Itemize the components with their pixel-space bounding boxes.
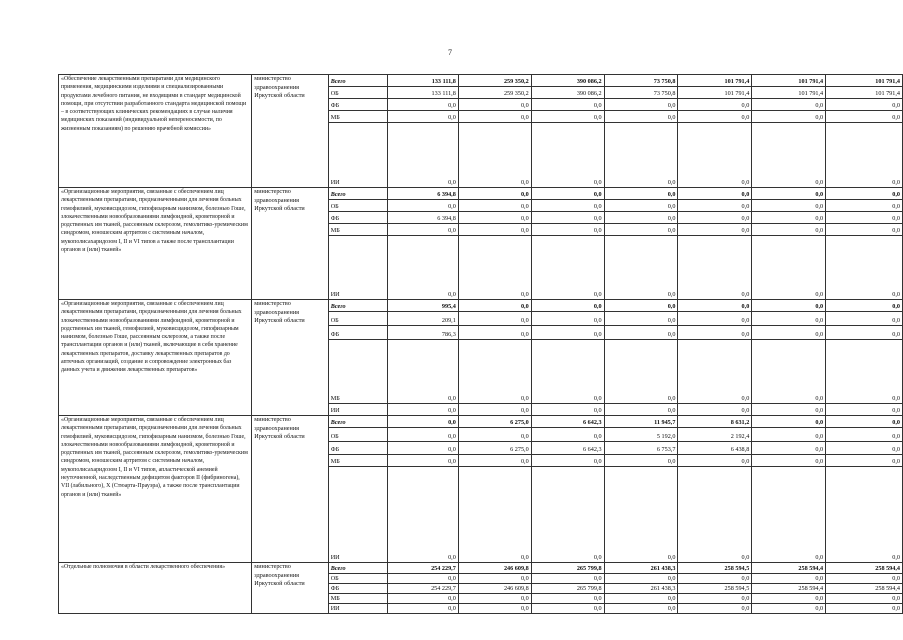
amount-cell: 0,0 (387, 455, 458, 467)
amount-cell: 101 791,4 (678, 87, 752, 99)
amount-cell: 0,0 (387, 467, 458, 563)
amount-cell: 995,4 (387, 300, 458, 312)
amount-cell: 0,0 (826, 224, 903, 236)
amount-cell: 258 594,4 (826, 584, 903, 594)
amount-cell: 0,0 (752, 428, 826, 442)
amount-cell: 0,0 (826, 594, 903, 604)
amount-cell: 0,0 (752, 236, 826, 300)
amount-cell: 6 438,8 (678, 442, 752, 455)
amount-cell: 0,0 (826, 99, 903, 111)
amount-cell: 261 438,3 (604, 563, 678, 574)
amount-cell: 0,0 (458, 224, 531, 236)
amount-cell: 265 799,8 (531, 563, 604, 574)
page-number: 7 (448, 48, 452, 57)
funding-source-label: Всего (328, 300, 387, 312)
amount-cell: 0,0 (387, 111, 458, 123)
activity-description: «Отдельные полномочия в области лекарственного обеспечения» (59, 563, 252, 614)
amount-cell: 0,0 (387, 123, 458, 188)
amount-cell: 390 086,2 (531, 75, 604, 87)
amount-cell: 0,0 (458, 236, 531, 300)
amount-cell: 0,0 (604, 300, 678, 312)
amount-cell: 0,0 (531, 467, 604, 563)
amount-cell: 101 791,4 (826, 75, 903, 87)
amount-cell: 5 192,0 (604, 428, 678, 442)
amount-cell: 0,0 (752, 200, 826, 212)
amount-cell: 0,0 (458, 188, 531, 200)
amount-cell: 209,1 (387, 312, 458, 326)
funding-source-label: ОБ (328, 87, 387, 99)
amount-cell: 0,0 (604, 404, 678, 416)
amount-cell: 0,0 (531, 594, 604, 604)
amount-cell: 101 791,4 (752, 87, 826, 99)
amount-cell: 0,0 (604, 188, 678, 200)
amount-cell: 0,0 (387, 604, 458, 614)
amount-cell: 0,0 (531, 455, 604, 467)
funding-source-label: ИИ (328, 604, 387, 614)
amount-cell: 0,0 (458, 99, 531, 111)
amount-cell: 0,0 (458, 574, 531, 584)
funding-source-label: МБ (328, 455, 387, 467)
amount-cell: 6 275,0 (458, 416, 531, 428)
amount-cell: 0,0 (826, 212, 903, 224)
amount-cell: 0,0 (752, 300, 826, 312)
amount-cell: 258 594,4 (826, 563, 903, 574)
funding-source-label: ФБ (328, 212, 387, 224)
amount-cell: 0,0 (752, 604, 826, 614)
amount-cell: 0,0 (531, 404, 604, 416)
amount-cell: 0,0 (458, 326, 531, 340)
amount-cell: 0,0 (531, 123, 604, 188)
amount-cell: 0,0 (678, 300, 752, 312)
amount-cell: 0,0 (531, 111, 604, 123)
amount-cell: 0,0 (604, 224, 678, 236)
amount-cell: 0,0 (752, 467, 826, 563)
funding-source-label: МБ (328, 340, 387, 404)
amount-cell: 0,0 (531, 224, 604, 236)
funding-source-label: ИИ (328, 467, 387, 563)
amount-cell: 133 111,8 (387, 75, 458, 87)
amount-cell: 0,0 (826, 442, 903, 455)
funding-source-label: МБ (328, 224, 387, 236)
amount-cell: 2 192,4 (678, 428, 752, 442)
amount-cell: 0,0 (678, 326, 752, 340)
amount-cell: 0,0 (458, 212, 531, 224)
funding-source-label: ФБ (328, 584, 387, 594)
amount-cell: 0,0 (531, 604, 604, 614)
funding-source-label: Всего (328, 75, 387, 87)
amount-cell: 0,0 (387, 442, 458, 455)
amount-cell: 0,0 (458, 604, 531, 614)
funding-source-label: Всего (328, 416, 387, 428)
amount-cell: 258 594,4 (752, 584, 826, 594)
amount-cell: 0,0 (752, 404, 826, 416)
amount-cell: 6 394,8 (387, 188, 458, 200)
amount-cell: 0,0 (531, 188, 604, 200)
table-row (59, 300, 903, 312)
amount-cell: 0,0 (752, 123, 826, 188)
funding-source-label: ОБ (328, 574, 387, 584)
amount-cell: 0,0 (604, 455, 678, 467)
amount-cell: 0,0 (387, 236, 458, 300)
amount-cell: 0,0 (604, 111, 678, 123)
activity-description: «Организационные мероприятия, связанные с обеспечением лиц лекарственными препаратами, предназначенными для лечения больных злокачественными новообразованиями лимфоидной, кроветворной и родственных им тканей, гемофилией, муковисцидозом, гипофизарным нанизмом, болезнью Гоше, рассеянным склерозом, а также после трансплантации органов и (или) тканей, включающие в себя хранение лекарственных препаратов, доставку лекарственных препаратов до аптечных организаций, создание и сопровождение электронных баз данных учета и движения лекарственных препаратов» (59, 300, 252, 416)
amount-cell: 0,0 (752, 442, 826, 455)
amount-cell: 0,0 (678, 212, 752, 224)
amount-cell: 0,0 (752, 416, 826, 428)
amount-cell: 0,0 (678, 236, 752, 300)
amount-cell: 0,0 (458, 200, 531, 212)
amount-cell: 6 642,3 (531, 442, 604, 455)
amount-cell: 0,0 (752, 326, 826, 340)
funding-source-label: ИИ (328, 123, 387, 188)
amount-cell: 0,0 (458, 312, 531, 326)
amount-cell: 0,0 (458, 340, 531, 404)
amount-cell: 0,0 (458, 455, 531, 467)
amount-cell: 0,0 (678, 200, 752, 212)
amount-cell: 0,0 (678, 574, 752, 584)
table-row (59, 563, 903, 574)
amount-cell: 0,0 (531, 340, 604, 404)
amount-cell: 390 086,2 (531, 87, 604, 99)
amount-cell: 259 350,2 (458, 87, 531, 99)
amount-cell: 0,0 (678, 594, 752, 604)
amount-cell: 0,0 (826, 236, 903, 300)
funding-source-label: ОБ (328, 200, 387, 212)
table-row (59, 188, 903, 200)
amount-cell: 0,0 (531, 236, 604, 300)
amount-cell: 0,0 (826, 326, 903, 340)
amount-cell: 0,0 (387, 224, 458, 236)
amount-cell: 0,0 (752, 594, 826, 604)
amount-cell: 0,0 (604, 123, 678, 188)
amount-cell: 0,0 (604, 574, 678, 584)
amount-cell: 246 609,8 (458, 584, 531, 594)
amount-cell: 0,0 (826, 404, 903, 416)
amount-cell: 0,0 (531, 300, 604, 312)
amount-cell: 0,0 (826, 604, 903, 614)
amount-cell: 0,0 (826, 416, 903, 428)
amount-cell: 0,0 (604, 212, 678, 224)
amount-cell: 0,0 (752, 99, 826, 111)
amount-cell: 254 229,7 (387, 584, 458, 594)
funding-table (58, 74, 903, 614)
amount-cell: 0,0 (604, 99, 678, 111)
amount-cell: 0,0 (678, 123, 752, 188)
amount-cell: 0,0 (604, 312, 678, 326)
funding-source-label: ИИ (328, 404, 387, 416)
funding-source-label: ФБ (328, 442, 387, 455)
amount-cell: 0,0 (678, 467, 752, 563)
amount-cell: 786,3 (387, 326, 458, 340)
amount-cell: 0,0 (678, 111, 752, 123)
amount-cell: 0,0 (826, 188, 903, 200)
amount-cell: 0,0 (826, 574, 903, 584)
activity-description: «Организационные мероприятия, связанные с обеспечением лиц лекарственными препаратами, предназначенными для лечения больных гемофилией, муковисцидозом, гипофизарным нанизмом, болезнью Гоше, злокачественными новообразованиями лимфоидной, кроветворной и родственных им тканей, рассеянным склерозом, гемолитико-уремическим синдромом, юношеским артритом с системным началом, мукополисахаридозом I, II и VI типов а также после трансплантации органов и (или) тканей» (59, 188, 252, 300)
activity-description: «Обеспечение лекарственными препаратами для медицинского применения, медицинскими изделиями и специализированными продуктами лечебного питания, не входящими в стандарт медицинской помощи, при отсутствии разработанного стандарта медицинской помощи – в соответствующих клинических рекомендациях в случае наличия медицинских показаний (индивидуальной непереносимости, по жизненным показаниям) по решению врачебной комиссии» (59, 75, 252, 188)
amount-cell: 101 791,4 (678, 75, 752, 87)
funding-source-label: ОБ (328, 428, 387, 442)
amount-cell: 0,0 (387, 340, 458, 404)
amount-cell: 0,0 (387, 99, 458, 111)
amount-cell: 258 594,5 (678, 584, 752, 594)
amount-cell: 0,0 (604, 594, 678, 604)
amount-cell: 0,0 (678, 455, 752, 467)
amount-cell: 0,0 (387, 416, 458, 428)
table-row (59, 416, 903, 428)
amount-cell: 0,0 (752, 574, 826, 584)
amount-cell: 0,0 (826, 200, 903, 212)
amount-cell: 0,0 (752, 188, 826, 200)
amount-cell: 6 275,0 (458, 442, 531, 455)
amount-cell: 0,0 (678, 404, 752, 416)
amount-cell: 254 229,7 (387, 563, 458, 574)
amount-cell: 265 799,8 (531, 584, 604, 594)
amount-cell: 0,0 (604, 326, 678, 340)
amount-cell: 0,0 (752, 312, 826, 326)
responsible-executor: министерство здравоохранения Иркутской области (252, 563, 328, 614)
amount-cell: 0,0 (826, 123, 903, 188)
amount-cell: 0,0 (678, 188, 752, 200)
amount-cell: 73 750,8 (604, 75, 678, 87)
amount-cell: 0,0 (531, 326, 604, 340)
amount-cell: 0,0 (458, 594, 531, 604)
amount-cell: 0,0 (387, 428, 458, 442)
amount-cell: 0,0 (752, 224, 826, 236)
amount-cell: 0,0 (387, 594, 458, 604)
amount-cell: 0,0 (752, 212, 826, 224)
amount-cell: 6 642,3 (531, 416, 604, 428)
amount-cell: 0,0 (531, 428, 604, 442)
amount-cell: 6 753,7 (604, 442, 678, 455)
amount-cell: 0,0 (458, 428, 531, 442)
amount-cell: 261 438,3 (604, 584, 678, 594)
amount-cell: 101 791,4 (826, 87, 903, 99)
amount-cell: 11 945,7 (604, 416, 678, 428)
amount-cell: 0,0 (387, 404, 458, 416)
amount-cell: 0,0 (458, 300, 531, 312)
amount-cell: 0,0 (531, 312, 604, 326)
amount-cell: 0,0 (531, 99, 604, 111)
table-row (59, 75, 903, 87)
amount-cell: 0,0 (826, 111, 903, 123)
amount-cell: 6 394,8 (387, 212, 458, 224)
amount-cell: 0,0 (678, 99, 752, 111)
amount-cell: 0,0 (604, 467, 678, 563)
funding-source-label: МБ (328, 594, 387, 604)
amount-cell: 0,0 (826, 455, 903, 467)
funding-source-label: ФБ (328, 99, 387, 111)
amount-cell: 0,0 (458, 404, 531, 416)
amount-cell: 0,0 (531, 200, 604, 212)
activity-description: «Организационные мероприятия, связанные с обеспечением лиц лекарственными препаратами, предназначенными для лечения больных гемофилией, муковисцидозом, гипофизарным нанизмом, болезнью Гоше, злокачественными новообразованиями лимфоидной, кроветворной и родственных им тканей, рассеянным склерозом, гемолитико-уремическим синдромом, юношеским артритом с системным началом, мукополисахаридозом I, II и VI типов, апластической анемией неуточненной, наследственным дефицитом факторов II (фибриногена), VII (лабильного), X (Стюарта-Прауэра), а также после трансплантации органов и (или) тканей» (59, 416, 252, 563)
amount-cell: 0,0 (458, 111, 531, 123)
amount-cell: 0,0 (826, 340, 903, 404)
amount-cell: 258 594,4 (752, 563, 826, 574)
amount-cell: 0,0 (531, 574, 604, 584)
amount-cell: 259 350,2 (458, 75, 531, 87)
responsible-executor: министерство здравоохранения Иркутской области (252, 188, 328, 300)
amount-cell: 73 750,8 (604, 87, 678, 99)
responsible-executor: министерство здравоохранения Иркутской области (252, 300, 328, 416)
amount-cell: 0,0 (678, 312, 752, 326)
amount-cell: 0,0 (826, 428, 903, 442)
funding-source-label: ИИ (328, 236, 387, 300)
amount-cell: 133 111,8 (387, 87, 458, 99)
funding-source-label: ФБ (328, 326, 387, 340)
amount-cell: 0,0 (826, 312, 903, 326)
amount-cell: 0,0 (604, 340, 678, 404)
amount-cell: 0,0 (387, 574, 458, 584)
amount-cell: 0,0 (604, 236, 678, 300)
amount-cell: 101 791,4 (752, 75, 826, 87)
amount-cell: 8 631,2 (678, 416, 752, 428)
amount-cell: 0,0 (458, 467, 531, 563)
amount-cell: 0,0 (826, 300, 903, 312)
responsible-executor: министерство здравоохранения Иркутской области (252, 416, 328, 563)
amount-cell: 0,0 (678, 604, 752, 614)
amount-cell: 0,0 (678, 224, 752, 236)
funding-source-label: МБ (328, 111, 387, 123)
amount-cell: 0,0 (752, 340, 826, 404)
amount-cell: 0,0 (678, 340, 752, 404)
amount-cell: 0,0 (752, 455, 826, 467)
amount-cell: 0,0 (604, 604, 678, 614)
funding-source-label: Всего (328, 563, 387, 574)
amount-cell: 0,0 (458, 123, 531, 188)
amount-cell: 246 609,8 (458, 563, 531, 574)
amount-cell: 0,0 (387, 200, 458, 212)
amount-cell: 0,0 (604, 200, 678, 212)
funding-source-label: Всего (328, 188, 387, 200)
amount-cell: 258 594,5 (678, 563, 752, 574)
amount-cell: 0,0 (752, 111, 826, 123)
responsible-executor: министерство здравоохранения Иркутской области (252, 75, 328, 188)
amount-cell: 0,0 (531, 212, 604, 224)
funding-source-label: ОБ (328, 312, 387, 326)
amount-cell: 0,0 (826, 467, 903, 563)
